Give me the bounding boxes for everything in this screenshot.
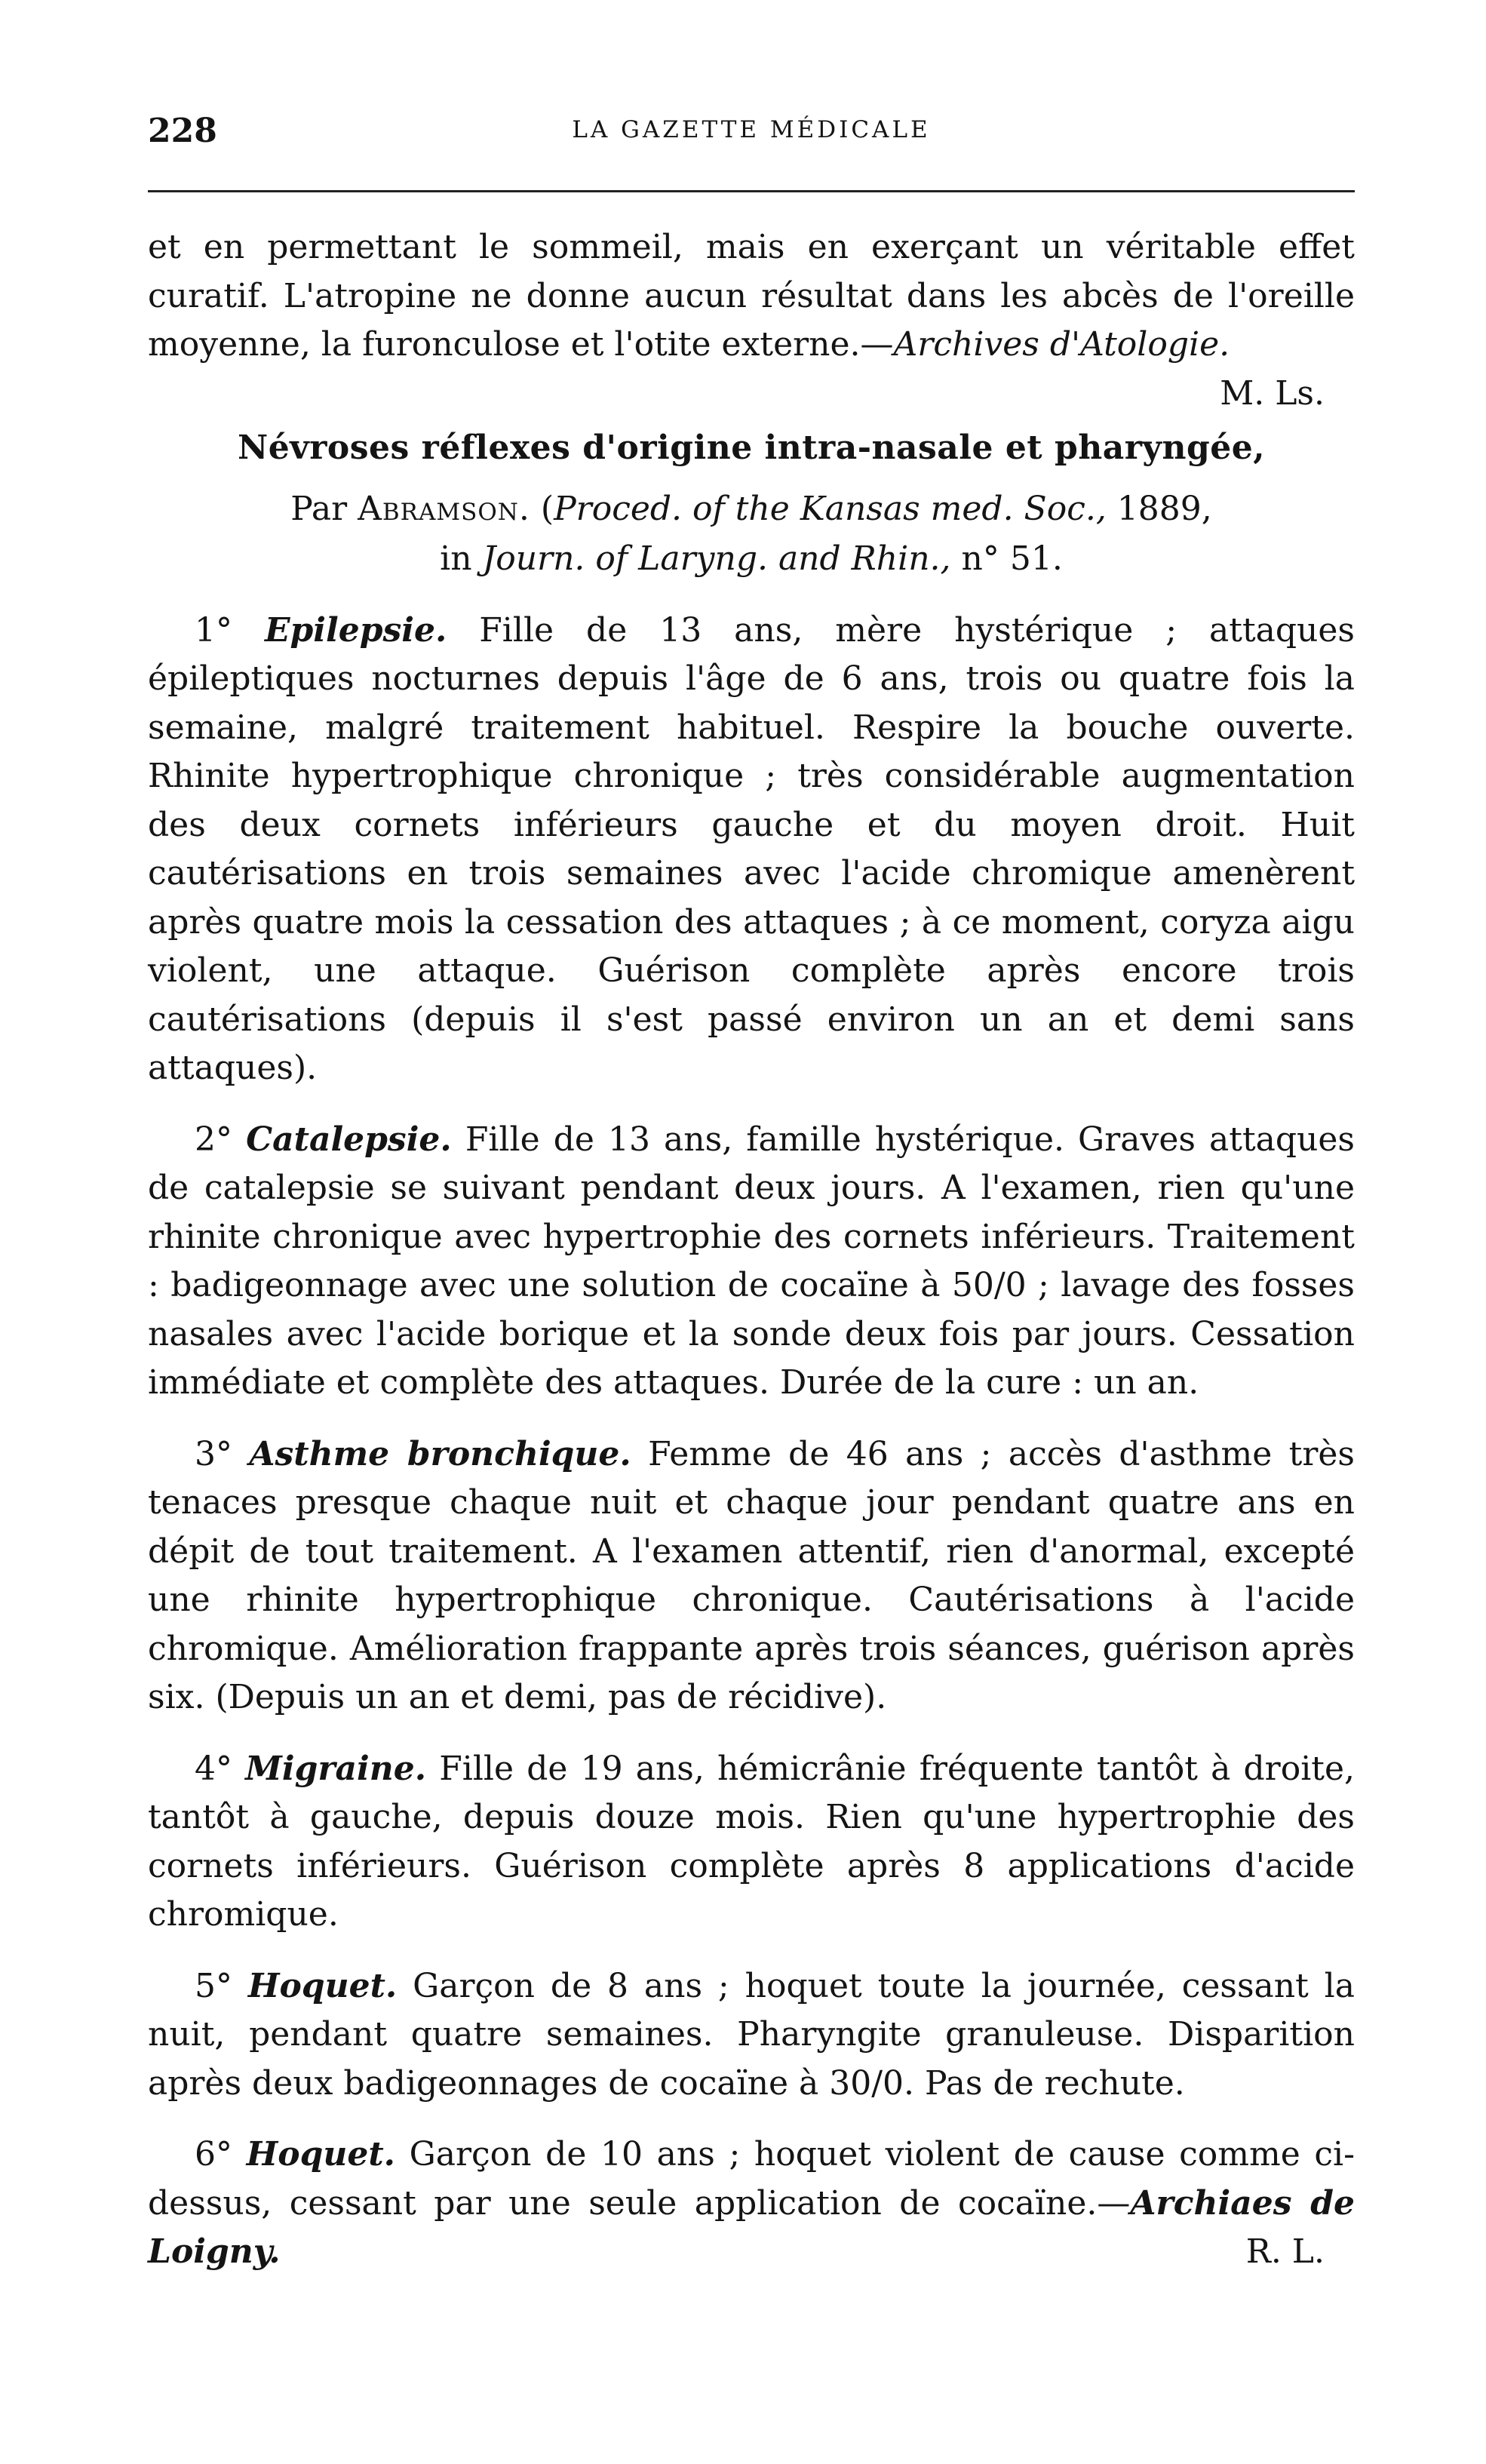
case-number: 4° — [195, 1749, 232, 1788]
citation-journal: Proced. of the Kansas med. Soc., — [554, 489, 1107, 528]
continuation-source: Archives d'Atologie. — [893, 325, 1230, 364]
header-rule — [148, 190, 1355, 192]
case-text: Femme de 46 ans ; accès d'asthme très tenaces presque chaque nuit et chaque jour pendant quatre ans en dépit de tout traitement. A l'examen attentif, rien d'anormal, excepté une rhinite hypertrophique chronique. Cautérisations à l'acide chromique. Amélioration frappante après trois séances, guérison après six. (Depuis un an et demi, pas de récidive). — [148, 1434, 1355, 1716]
case-text: Fille de 13 ans, mère hystérique ; attaques épileptiques nocturnes depuis l'âge de 6 ans, trois ou quatre fois la semaine, malgré traitement habituel. Respire la bouche ouverte. Rhinite hypertrophique chronique ; très considérable augmentation des deux cornets inférieurs gauche et du moyen droit. Huit cautérisations en trois semaines avec l'acide chromique amenèrent après quatre mois la cessation des attaques ; à ce moment, coryza aigu violent, une attaque. Guérison complète après encore trois cautérisations (depuis il s'est passé environ un an et demi sans attaques). — [148, 610, 1355, 1087]
case-label: Epilepsie. — [264, 610, 447, 650]
case-text: Fille de 13 ans, famille hystérique. Graves attaques de catalepsie se suivant pendant deux jours. A l'examen, rien qu'une rhinite chronique avec hypertrophie des cornets inférieurs. Traitement : badigeonnage avec une solution de cocaïne à 50/0 ; lavage des fosses nasales avec l'acide borique et la sonde deux fois par jours. Cessation immédiate et complète des attaques. Durée de la cure : un an. — [148, 1120, 1355, 1402]
continuation-signature: M. Ls. — [1220, 373, 1325, 413]
case-text: Garçon de 8 ans ; hoquet toute la journée, cessant la nuit, pendant quatre semaines. Pharyngite granuleuse. Disparition après deux badigeonnages de cocaïne à 30/0. Pas de rechute. — [148, 1966, 1355, 2103]
case-label: Hoquet. — [246, 2135, 395, 2174]
case-number: 5° — [195, 1966, 232, 2005]
article-title: Névroses réflexes d'origine intra-nasale et pharyngée, — [237, 428, 1266, 467]
body-text — [148, 223, 1355, 2277]
case-text: Fille de 19 ans, hémicrânie fréquente tantôt à droite, tantôt à gauche, depuis douze mois. Rien qu'une hypertrophie des cornets inférieurs. Guérison complète après 8 applications d'acide chromique. — [148, 1749, 1355, 1934]
case-item-1 — [148, 607, 1355, 1093]
case-label: Catalepsie. — [246, 1120, 452, 1159]
page-header — [148, 112, 1355, 157]
citation-in: in — [440, 539, 472, 578]
citation-journal2: Journ. of Laryng. and Rhin., — [482, 539, 951, 578]
case-item-4 — [148, 1745, 1355, 1940]
article-author: Abramson. — [358, 489, 530, 528]
case-number: 6° — [195, 2135, 232, 2174]
running-title: LA GAZETTE MÉDICALE — [572, 116, 931, 143]
case-number: 3° — [195, 1434, 232, 1473]
article-byline — [148, 484, 1355, 584]
continuation-paragraph — [148, 223, 1355, 413]
page-number: 228 — [148, 112, 217, 150]
case-number: 1° — [195, 610, 232, 650]
continuation-text: et en permettant le sommeil, mais en exerçant un véritable effet curatif. L'atropine ne donne aucun résultat dans les abcès de l'oreille moyenne, la furonculose et l'otite externe.— — [148, 228, 1355, 364]
case-item-2 — [148, 1116, 1355, 1408]
case-label: Hoquet. — [247, 1966, 398, 2005]
case-source: Archiaes de Loigny. — [148, 2183, 1356, 2271]
case-item-6 — [148, 2131, 1355, 2277]
case-text: Garçon de 10 ans ; hoquet violent de cause comme ci-dessus, cessant par une seule application de cocaïne.— — [148, 2135, 1355, 2223]
case-item-5 — [148, 1962, 1355, 2109]
byline-prefix: Par — [290, 489, 348, 528]
citation-year: 1889, — [1116, 489, 1212, 528]
citation-open: ( — [540, 489, 554, 528]
citation-number: n° 51. — [961, 539, 1063, 578]
case-label: Asthme bronchique. — [249, 1434, 631, 1473]
case-number: 2° — [195, 1120, 232, 1159]
case-signature: R. L. — [1245, 2232, 1325, 2271]
case-item-3 — [148, 1430, 1355, 1722]
case-label: Migraine. — [245, 1749, 427, 1788]
